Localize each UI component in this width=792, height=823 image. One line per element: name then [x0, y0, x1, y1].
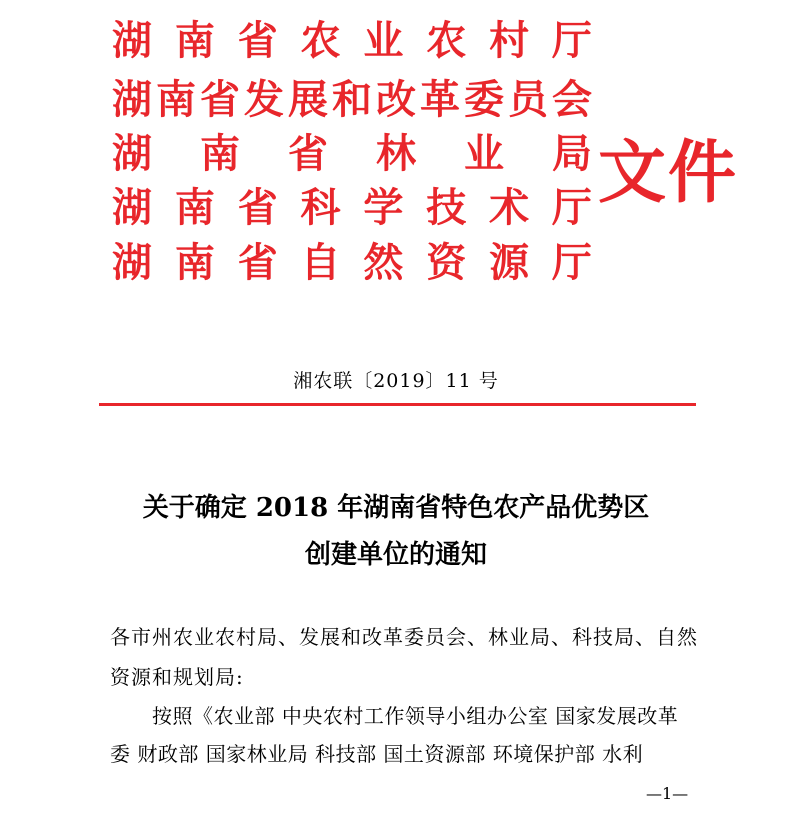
issuer-development-reform: [112, 77, 592, 123]
issuer-forestry: [112, 131, 592, 177]
page-number: —1—: [646, 784, 689, 803]
issuer-agriculture: [112, 18, 592, 64]
recipients-line-1: 各市州农业农村局、发展和改革委员会、林业局、科技局、自然: [110, 625, 698, 649]
issuer-text: 湖 南 省 林 业 局: [112, 130, 592, 177]
document-number: 湘农联〔2019〕11 号: [293, 370, 499, 392]
document-title-line-1: 关于确定 2018 年湖南省特色农产品优势区: [142, 493, 650, 523]
recipients-line-2: 资源和规划局:: [110, 665, 244, 689]
issuer-text: 湖 南 省 自 然 资 源 厅: [112, 239, 592, 286]
issuer-text: 湖 南 省 发 展 和 改 革 委 员 会: [112, 76, 592, 123]
document-label: 文件: [598, 133, 739, 213]
issuer-science-technology: [112, 185, 592, 231]
issuer-text: 湖 南 省 科 学 技 术 厅: [112, 184, 592, 231]
issuer-natural-resources: [112, 240, 592, 286]
paragraph-line-2: 委 财政部 国家林业局 科技部 国土资源部 环境保护部 水利: [110, 742, 644, 766]
document-title-line-2: 创建单位的通知: [304, 540, 487, 570]
paragraph-line-1: 按照《农业部 中央农村工作领导小组办公室 国家发展改革: [152, 704, 679, 728]
issuer-text: 湖 南 省 农 业 农 村 厅: [112, 17, 592, 64]
header-divider: [99, 403, 696, 406]
